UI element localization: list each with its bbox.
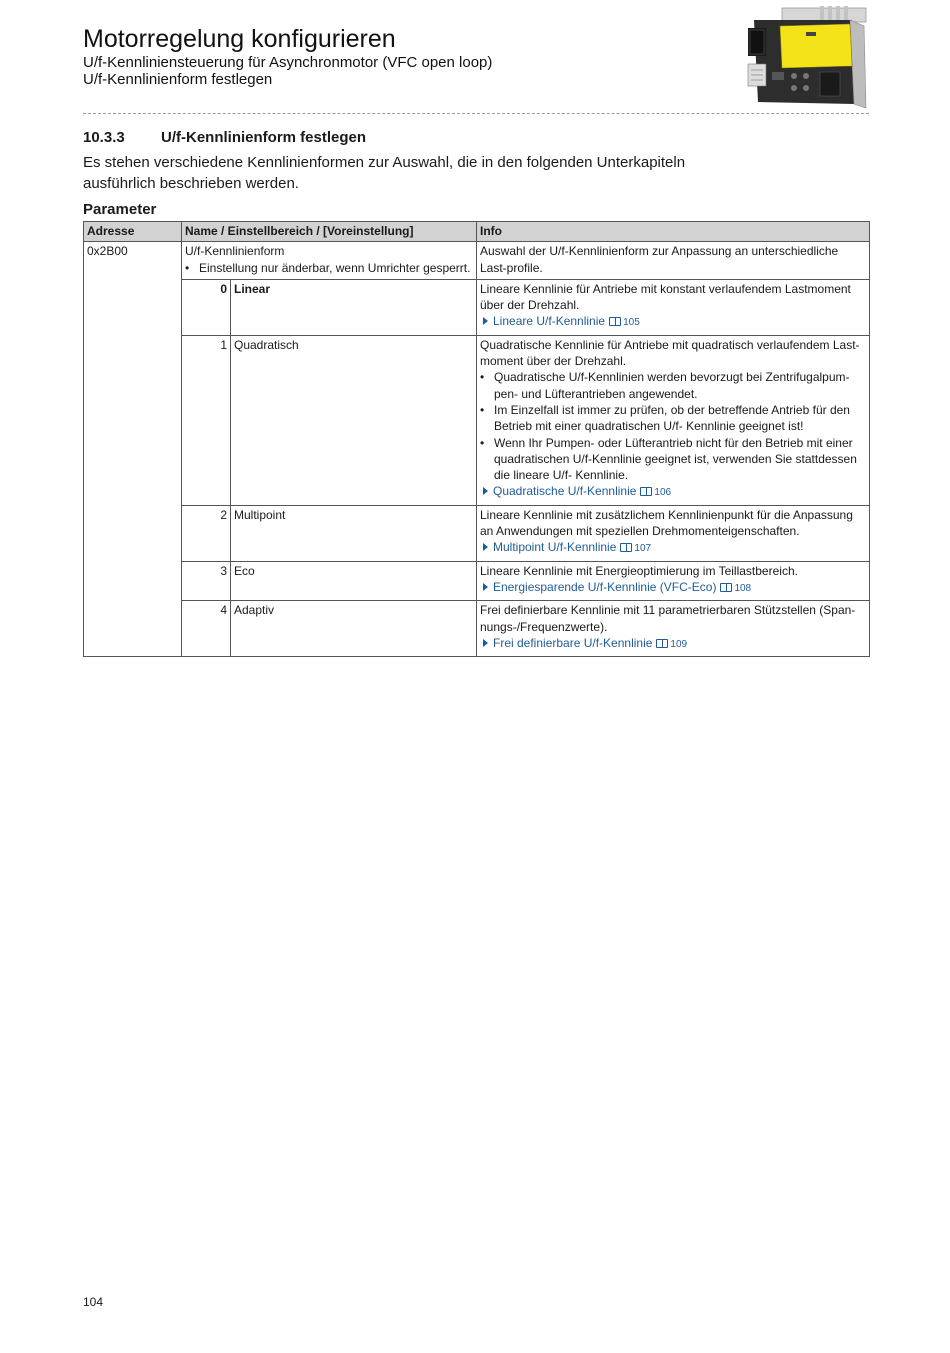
book-icon — [609, 317, 621, 326]
option-value: 2 — [182, 505, 231, 561]
option-info: Quadratische Kennlinie für Antriebe mit quadratisch verlaufendem Last-moment über der Drehzahl. — [480, 337, 860, 369]
bullet: • — [185, 260, 190, 275]
list-item — [480, 402, 866, 435]
option-info: Frei definierbare Kennlinie mit 11 parametrierbaren Stützstellen (Span-nungs-/Frequenzwerte). — [480, 603, 856, 634]
section-intro: Es stehen verschiedene Kennlinienformen zur Auswahl, die in den folgenden Unterkapiteln ausführlich beschrieben werden. — [83, 154, 686, 192]
option-label: Multipoint — [231, 505, 477, 561]
header-info: Info — [477, 222, 870, 242]
param-name: U/f-Kennlinienform — [185, 244, 285, 259]
link-page: 106 — [654, 487, 672, 499]
list-item — [480, 435, 866, 484]
param-address: 0x2B00 — [84, 242, 182, 657]
list-item — [480, 369, 866, 402]
option-info-cell — [477, 505, 870, 561]
section-heading — [83, 129, 366, 146]
header-adresse: Adresse — [84, 222, 182, 242]
list-item-text: Wenn Ihr Pumpen- oder Lüfterantrieb nicht für den Betrieb mit einer quadratischen U/f-Kennlinie geeignet ist, verwenden Sie stattdessen die lineare U/f- Kennlinie. — [494, 435, 857, 483]
link-page: 107 — [634, 543, 652, 555]
link-eco[interactable] — [480, 579, 866, 597]
option-value: 3 — [182, 561, 231, 601]
link-arrow-icon — [483, 317, 488, 325]
link-page: 109 — [670, 638, 688, 650]
list-item-text: Im Einzelfall ist immer zu prüfen, ob der betreffende Antrieb für den Betrieb mit einer quadratischen U/f- Kennlinie geeignet ist! — [494, 402, 850, 434]
link-text: Quadratische U/f-Kennlinie — [493, 484, 637, 499]
book-icon — [640, 487, 652, 496]
link-arrow-icon — [483, 487, 488, 495]
table-row — [84, 601, 870, 657]
option-info: Lineare Kennlinie mit zusätzlichem Kennlinienpunkt für die Anpassung an Anwendungen mit speziellen Drehmomenteigenschaften. — [480, 507, 853, 539]
option-info-cell — [477, 561, 870, 601]
option-label: Linear — [231, 279, 477, 335]
param-note — [185, 260, 473, 276]
table-row — [84, 279, 870, 335]
header-divider — [83, 113, 869, 114]
option-value: 1 — [182, 335, 231, 505]
link-adaptiv[interactable] — [480, 635, 866, 653]
chapter-subsubtitle: U/f-Kennlinienform festlegen — [83, 71, 273, 88]
table-row — [84, 242, 870, 280]
book-icon — [656, 639, 668, 648]
parameter-table — [83, 221, 870, 657]
bullet: • — [480, 370, 485, 385]
option-info: Lineare Kennlinie für Antriebe mit konstant verlaufendem Lastmoment über der Drehzahl. — [480, 281, 851, 313]
link-arrow-icon — [483, 543, 488, 551]
header-name: Name / Einstellbereich / [Voreinstellung] — [182, 222, 477, 242]
link-text: Frei definierbare U/f-Kennlinie — [493, 635, 653, 650]
option-label: Eco — [231, 561, 477, 601]
link-text: Multipoint U/f-Kennlinie — [493, 540, 617, 555]
section-title: U/f-Kennlinienform festlegen — [161, 129, 367, 146]
param-name-cell — [182, 242, 477, 280]
link-quadratisch[interactable] — [480, 483, 866, 501]
option-value: 4 — [182, 601, 231, 657]
page-header — [83, 24, 492, 88]
book-icon — [720, 583, 732, 592]
table-row — [84, 505, 870, 561]
list-item-text: Quadratische U/f-Kennlinien werden bevorzugt bei Zentrifugalpum-pen- und Lüfterantrieben angewendet. — [494, 370, 850, 401]
chapter-subtitle: U/f-Kennliniensteuerung für Asynchronmotor (VFC open loop) — [83, 54, 493, 71]
param-info: Auswahl der U/f-Kennlinienform zur Anpassung an unterschiedliche Last-profile. — [477, 242, 870, 280]
option-label: Adaptiv — [231, 601, 477, 657]
option-info-cell — [477, 279, 870, 335]
page-number: 104 — [83, 1295, 104, 1309]
link-multipoint[interactable] — [480, 539, 866, 557]
chapter-title: Motorregelung konfigurieren — [83, 25, 396, 53]
link-text: Energiesparende U/f-Kennlinie (VFC-Eco) — [493, 579, 717, 594]
link-page: 105 — [623, 317, 640, 329]
option-info: Lineare Kennlinie mit Energieoptimierung im Teillastbereich. — [480, 563, 798, 578]
option-label: Quadratisch — [231, 335, 477, 505]
table-row — [84, 561, 870, 601]
link-text: Lineare U/f-Kennlinie — [493, 314, 606, 329]
option-value: 0 — [182, 279, 231, 335]
bullet: • — [480, 435, 485, 450]
option-info-cell — [477, 601, 870, 657]
link-lineare[interactable] — [480, 313, 866, 331]
table-row — [84, 335, 870, 505]
table-header-row — [84, 222, 870, 242]
bullet: • — [480, 402, 485, 417]
link-arrow-icon — [483, 639, 488, 647]
param-note-text: Einstellung nur änderbar, wenn Umrichter gesperrt. — [199, 260, 471, 275]
book-icon — [620, 543, 632, 552]
option-info-cell — [477, 335, 870, 505]
link-page: 108 — [734, 582, 752, 594]
section-number: 10.3.3 — [83, 129, 125, 146]
device-image — [742, 6, 870, 110]
parameter-heading: Parameter — [83, 201, 157, 218]
link-arrow-icon — [483, 583, 488, 591]
